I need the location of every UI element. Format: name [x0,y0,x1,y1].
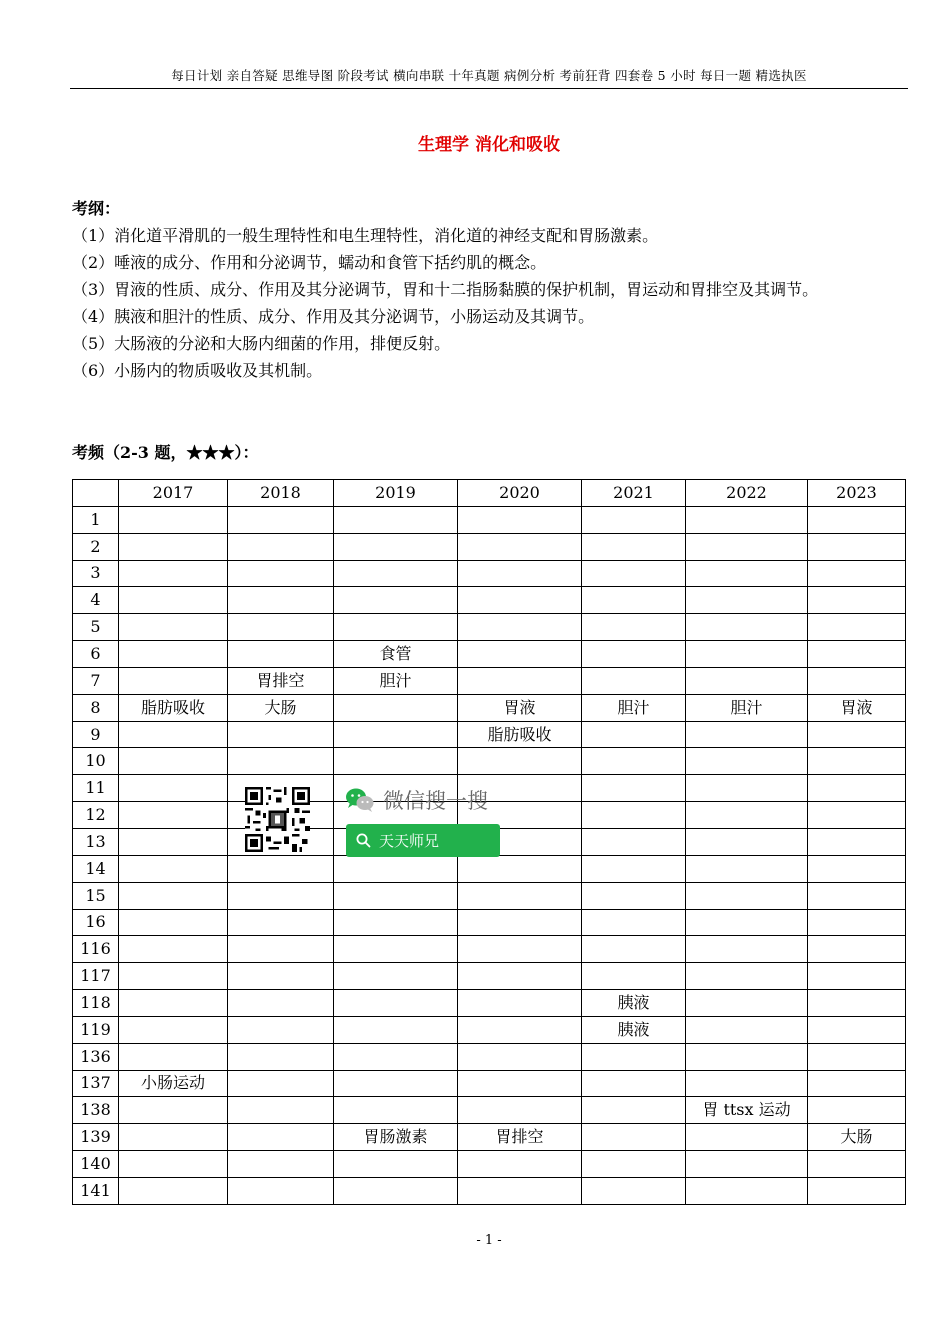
topic-cell [458,1177,582,1204]
topic-cell [119,533,228,560]
question-number-cell: 9 [73,721,119,748]
topic-cell [458,909,582,936]
frequency-title: 考频（2-3 题，★★★）： [72,443,259,462]
topic-cell [228,560,334,587]
topic-cell [808,775,906,802]
topic-cell: 胰液 [582,990,686,1017]
topic-cell [334,936,458,963]
topic-cell: 食管 [334,641,458,668]
search-query: 天天师兄 [379,832,440,850]
question-number-cell: 138 [73,1097,119,1124]
topic-cell [686,560,808,587]
topic-cell [582,1151,686,1178]
topic-cell: 胃排空 [458,1124,582,1151]
topic-cell: 脂肪吸收 [119,694,228,721]
question-number-cell: 140 [73,1151,119,1178]
topic-cell [686,855,808,882]
topic-cell [808,560,906,587]
topic-cell [582,748,686,775]
topic-cell: 胆汁 [686,694,808,721]
topic-cell: 胃排空 [228,667,334,694]
topic-cell [458,506,582,533]
topic-cell [808,1043,906,1070]
topic-cell [808,1016,906,1043]
topic-cell [119,963,228,990]
topic-cell [458,560,582,587]
topic-cell [582,721,686,748]
syllabus-item: （3）胃液的性质、成分、作用及其分泌调节，胃和十二指肠黏膜的保护机制，胃运动和胃排空及其调节。 [72,280,819,299]
topic-cell: 胆汁 [334,667,458,694]
search-icon [356,833,371,848]
topic-cell [119,614,228,641]
topic-cell [686,506,808,533]
question-number-cell: 12 [73,802,119,829]
topic-cell [582,882,686,909]
topic-cell [458,882,582,909]
question-number-cell: 15 [73,882,119,909]
topic-cell [458,641,582,668]
question-number-cell: 16 [73,909,119,936]
syllabus-item: （4）胰液和胆汁的性质、成分、作用及其分泌调节，小肠运动及其调节。 [72,307,595,326]
search-button[interactable] [346,824,500,857]
topic-cell [334,533,458,560]
topic-cell [808,587,906,614]
topic-cell [228,1016,334,1043]
topic-cell [808,614,906,641]
syllabus-item: （1）消化道平滑肌的一般生理特性和电生理特性，消化道的神经支配和胃肠激素。 [72,226,659,245]
topic-cell [458,936,582,963]
topic-cell [808,990,906,1017]
topic-cell [228,882,334,909]
question-number-cell: 11 [73,775,119,802]
topic-cell [582,641,686,668]
question-number-cell: 118 [73,990,119,1017]
topic-cell [119,587,228,614]
topic-cell [334,1097,458,1124]
table-row [73,936,906,963]
topic-cell [808,533,906,560]
topic-cell: 胃 ttsx 运动 [686,1097,808,1124]
wechat-search-label: 微信搜一搜 [383,789,488,813]
topic-cell [686,1043,808,1070]
topic-cell [228,855,334,882]
topic-cell: 脂肪吸收 [458,721,582,748]
year-header: 2023 [808,480,906,507]
table-row [73,1177,906,1204]
topic-cell [334,506,458,533]
topic-cell [228,936,334,963]
topic-cell: 胃肠激素 [334,1124,458,1151]
table-row [73,855,906,882]
topic-cell: 胆汁 [582,694,686,721]
table-row [73,721,906,748]
topic-cell [808,1177,906,1204]
topic-cell [334,1043,458,1070]
question-number-cell: 10 [73,748,119,775]
topic-cell [686,587,808,614]
topic-cell [119,1124,228,1151]
topic-cell [228,990,334,1017]
topic-cell [808,641,906,668]
topic-cell [228,506,334,533]
topic-cell [228,909,334,936]
syllabus-section [72,195,908,384]
topic-cell [228,587,334,614]
wechat-icon [345,787,375,813]
table-row [73,506,906,533]
topic-cell [334,855,458,882]
topic-cell [334,587,458,614]
topic-cell [686,936,808,963]
topic-cell [686,721,808,748]
table-row [73,1043,906,1070]
topic-cell [582,1043,686,1070]
table-row [73,587,906,614]
question-number-cell: 137 [73,1070,119,1097]
topic-cell [119,990,228,1017]
topic-cell [808,721,906,748]
topic-cell [119,721,228,748]
topic-cell [582,1097,686,1124]
table-row [73,882,906,909]
topic-cell [686,1151,808,1178]
topic-cell [458,587,582,614]
topic-cell [458,1043,582,1070]
topic-cell [582,1070,686,1097]
topic-cell [686,667,808,694]
topic-cell [119,1016,228,1043]
table-row [73,775,906,802]
year-header: 2018 [228,480,334,507]
topic-cell [582,533,686,560]
question-number-cell: 116 [73,936,119,963]
topic-cell [334,1177,458,1204]
table-row [73,560,906,587]
question-number-cell: 3 [73,560,119,587]
topic-cell [458,667,582,694]
page-number: - 1 - [476,1233,502,1248]
topic-cell [334,560,458,587]
topic-cell: 胃液 [458,694,582,721]
topic-cell [808,909,906,936]
question-number-cell: 7 [73,667,119,694]
table-row [73,1097,906,1124]
table-row [73,1151,906,1178]
topic-cell [334,882,458,909]
topic-cell [119,828,228,855]
topic-cell [228,963,334,990]
question-number-cell: 117 [73,963,119,990]
topic-cell [119,1151,228,1178]
topic-cell [686,641,808,668]
topic-cell [582,614,686,641]
table-row [73,748,906,775]
topic-cell [119,506,228,533]
topic-cell: 小肠运动 [119,1070,228,1097]
topic-cell [686,802,808,829]
year-header: 2017 [119,480,228,507]
corner-cell [73,480,119,507]
year-header: 2020 [458,480,582,507]
topic-cell [334,1016,458,1043]
header-divider [70,88,908,89]
topic-cell [458,1097,582,1124]
table-row [73,694,906,721]
syllabus-item: （5）大肠液的分泌和大肠内细菌的作用，排便反射。 [72,334,451,353]
topic-cell [119,775,228,802]
topic-cell [228,721,334,748]
question-number-cell: 136 [73,1043,119,1070]
topic-cell [458,963,582,990]
topic-cell [686,775,808,802]
topic-cell [458,1151,582,1178]
topic-cell [686,1124,808,1151]
topic-cell [334,990,458,1017]
topic-cell [228,641,334,668]
topic-cell [228,1043,334,1070]
topic-cell [582,909,686,936]
topic-cell [686,963,808,990]
topic-cell [808,802,906,829]
topic-cell [334,1070,458,1097]
topic-cell: 胰液 [582,1016,686,1043]
question-number-cell: 119 [73,1016,119,1043]
topic-cell [582,587,686,614]
topic-cell [228,1070,334,1097]
year-header: 2022 [686,480,808,507]
topic-cell [458,990,582,1017]
topic-cell: 大肠 [808,1124,906,1151]
topic-cell [458,1016,582,1043]
syllabus-item: （6）小肠内的物质吸收及其机制。 [72,361,323,380]
topic-cell [119,748,228,775]
table-row [73,641,906,668]
topic-cell [334,614,458,641]
topic-cell [808,855,906,882]
topic-cell [582,560,686,587]
topic-cell: 胃液 [808,694,906,721]
topic-cell [808,506,906,533]
table-row [73,1016,906,1043]
syllabus-label: 考纲： [72,199,121,218]
topic-cell [582,936,686,963]
topic-cell [686,533,808,560]
topic-cell [334,694,458,721]
table-row [73,1070,906,1097]
topic-cell [458,1070,582,1097]
topic-cell [582,506,686,533]
topic-cell [808,882,906,909]
topic-cell [808,1097,906,1124]
topic-cell [582,775,686,802]
topic-cell [808,1151,906,1178]
topic-cell [582,828,686,855]
topic-cell [808,936,906,963]
topic-cell [334,963,458,990]
topic-cell [334,1151,458,1178]
topic-cell [458,748,582,775]
topic-cell [119,882,228,909]
topic-cell [119,909,228,936]
year-header: 2019 [334,480,458,507]
question-number-cell: 8 [73,694,119,721]
topic-cell [228,1097,334,1124]
topic-cell [808,748,906,775]
topic-cell [686,990,808,1017]
table-row [73,667,906,694]
question-number-cell: 4 [73,587,119,614]
topic-cell [582,802,686,829]
topic-cell [458,855,582,882]
topic-cell [686,614,808,641]
topic-cell [119,560,228,587]
question-number-cell: 141 [73,1177,119,1204]
topic-cell [808,1070,906,1097]
question-number-cell: 5 [73,614,119,641]
topic-cell [119,1177,228,1204]
question-number-cell: 2 [73,533,119,560]
topic-cell: 大肠 [228,694,334,721]
table-row [73,963,906,990]
topic-cell [228,533,334,560]
topic-cell [686,828,808,855]
question-number-cell: 14 [73,855,119,882]
topic-cell [686,1016,808,1043]
year-header: 2021 [582,480,686,507]
topic-cell [119,802,228,829]
table-header-row [73,480,906,507]
page-header: 每日计划 亲自答疑 思维导图 阶段考试 横向串联 十年真题 病例分析 考前狂背 四套卷 5 小时 每日一题 精选执医 [171,68,807,83]
topic-cell [334,748,458,775]
question-number-cell: 139 [73,1124,119,1151]
topic-cell [119,855,228,882]
topic-cell [808,963,906,990]
topic-cell [228,1124,334,1151]
topic-cell [119,936,228,963]
question-number-cell: 13 [73,828,119,855]
table-row [73,990,906,1017]
topic-cell [582,1124,686,1151]
qr-code-icon [245,787,310,852]
question-number-cell: 6 [73,641,119,668]
topic-cell [228,748,334,775]
topic-cell [119,1097,228,1124]
topic-cell [808,828,906,855]
page-title: 生理学 消化和吸收 [418,135,560,155]
question-number-cell: 1 [73,506,119,533]
topic-cell [458,533,582,560]
topic-cell [686,909,808,936]
topic-cell [808,667,906,694]
topic-cell [686,1070,808,1097]
table-row [73,614,906,641]
wechat-search-banner [345,785,488,815]
topic-cell [228,614,334,641]
topic-cell [119,667,228,694]
table-row [73,1124,906,1151]
topic-cell [582,667,686,694]
topic-cell [458,614,582,641]
topic-cell [686,882,808,909]
topic-cell [334,909,458,936]
topic-cell [582,855,686,882]
topic-cell [582,1177,686,1204]
table-row [73,533,906,560]
topic-cell [686,748,808,775]
topic-cell [119,641,228,668]
topic-cell [686,1177,808,1204]
topic-cell [582,963,686,990]
topic-cell [228,1177,334,1204]
table-row [73,909,906,936]
topic-cell [334,721,458,748]
topic-cell [119,1043,228,1070]
topic-cell [228,1151,334,1178]
syllabus-item: （2）唾液的成分、作用和分泌调节，蠕动和食管下括约肌的概念。 [72,253,547,272]
